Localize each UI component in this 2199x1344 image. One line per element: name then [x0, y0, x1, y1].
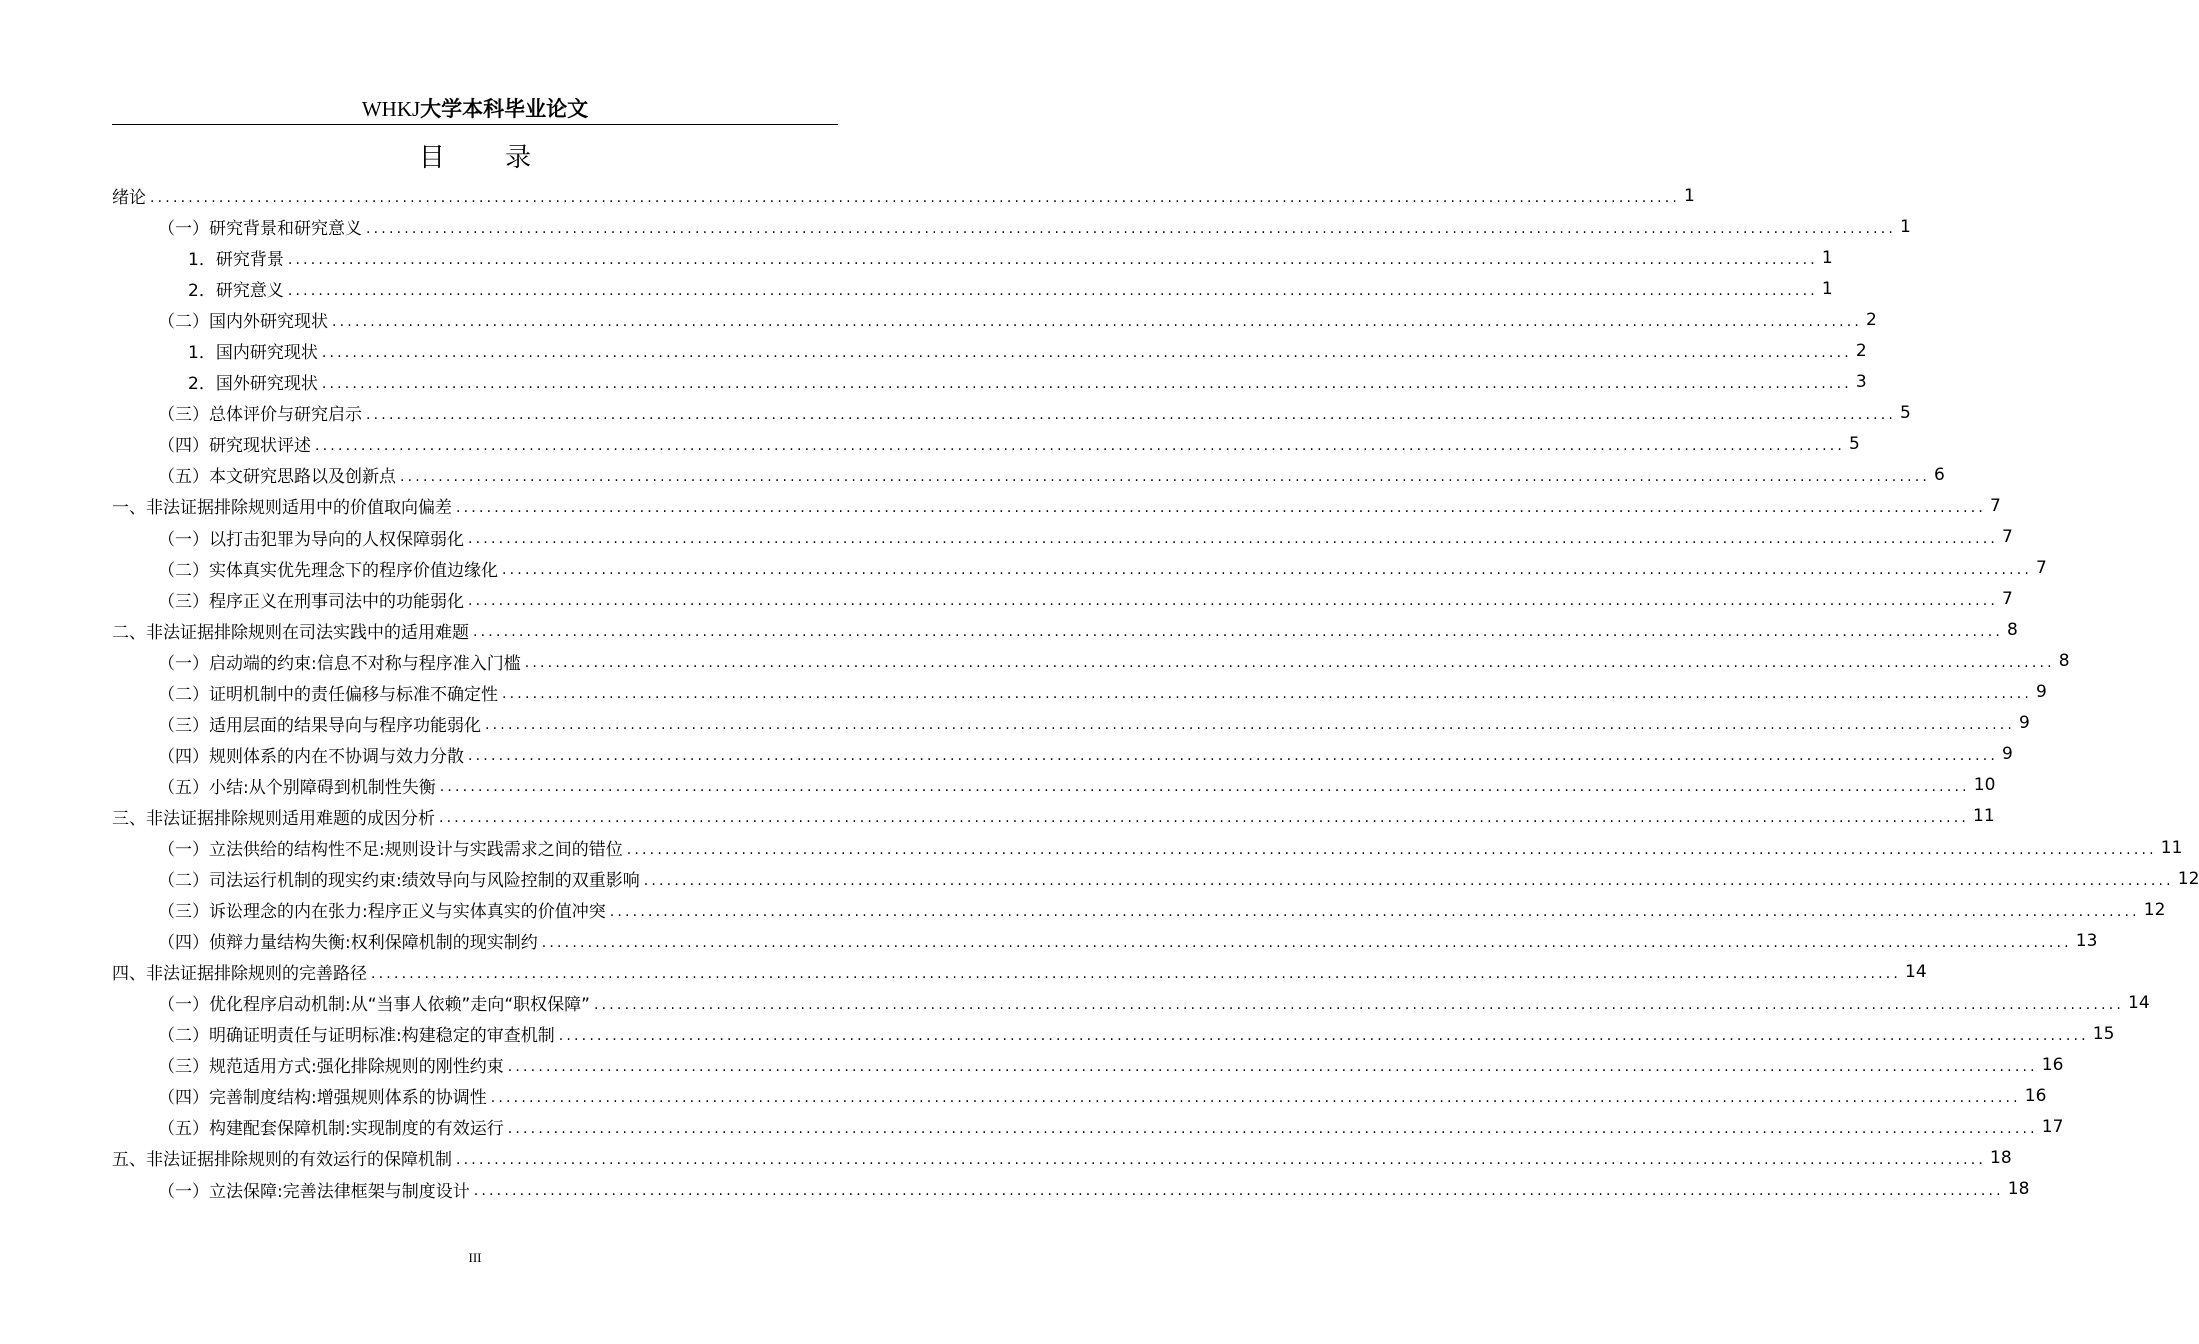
toc-entry[interactable] [112, 987, 2150, 1018]
toc-entry-label: 二、非法证据排除规则在司法实践中的适用难题 [112, 622, 469, 643]
toc-leader-dots: ........................................................................................................................................................................................................ [439, 779, 1970, 796]
toc-entry[interactable] [112, 677, 2047, 708]
toc-entry-label: （三）程序正义在刑事司法中的功能弱化 [158, 591, 464, 612]
toc-entry[interactable] [112, 801, 1995, 832]
toc-leader-dots: ........................................................................................................................................................................................................ [473, 1183, 2004, 1200]
toc-entry-label: 一、非法证据排除规则适用中的价值取向偏差 [112, 498, 452, 519]
toc-entry[interactable] [112, 1174, 2030, 1205]
toc-entry-page: 13 [2075, 930, 2098, 951]
toc-leader-dots: ........................................................................................................................................................................................................ [593, 996, 2125, 1013]
toc-entry-page: 8 [2007, 620, 2018, 641]
page-number-footer: III [468, 1250, 482, 1265]
toc-entry-page: 15 [2092, 1023, 2115, 1044]
toc-entry-page: 2 [1866, 309, 1877, 330]
toc-leader-dots: ........................................................................................................................................................................................................ [456, 1151, 1987, 1168]
toc-leader-dots: ........................................................................................................................................................................................................ [321, 344, 1852, 361]
toc-leader-dots: ........................................................................................................................................................................................................ [473, 624, 2004, 641]
toc-leader-dots: ........................................................................................................................................................................................................ [456, 499, 1987, 516]
toc-entry[interactable] [112, 925, 2098, 956]
running-header [0, 93, 950, 123]
toc-leader-dots: ........................................................................................................................................................................................................ [468, 531, 1999, 548]
toc-entry-page: 12 [2177, 868, 2199, 889]
toc-entry-label: 1．研究背景 [188, 250, 284, 271]
toc-entry-label: （三）诉讼理念的内在张力:程序正义与实体真实的价值冲突 [158, 902, 606, 923]
toc-entry-page: 11 [2160, 837, 2183, 858]
toc-leader-dots: ........................................................................................................................................................................................................ [558, 1027, 2089, 1044]
toc-entry[interactable] [112, 273, 1833, 304]
toc-leader-dots: ........................................................................................................................................................................................................ [287, 251, 1818, 268]
toc-leader-dots: ........................................................................................................................................................................................................ [507, 1058, 2038, 1075]
toc-entry-page: 18 [2007, 1179, 2030, 1200]
toc-entry[interactable] [112, 1142, 2012, 1173]
toc-entry[interactable] [112, 646, 2070, 677]
table-of-contents [112, 180, 2199, 1205]
toc-entry[interactable] [112, 863, 2199, 894]
toc-entry[interactable] [112, 459, 1945, 490]
toc-entry-label: （一）立法供给的结构性不足:规则设计与实践需求之间的错位 [158, 840, 623, 860]
toc-leader-dots: ........................................................................................................................................................................................................ [366, 406, 1897, 423]
header-rule [112, 124, 838, 125]
toc-entry[interactable] [112, 894, 2166, 925]
toc-entry[interactable] [112, 956, 1927, 987]
toc-entry[interactable] [112, 522, 2013, 553]
toc-entry-label: （二）司法运行机制的现实约束:绩效导向与风险控制的双重影响 [158, 871, 640, 892]
toc-entry[interactable] [112, 553, 2047, 584]
toc-entry-page: 14 [2128, 992, 2150, 1013]
toc-leader-dots: ........................................................................................................................................................................................................ [643, 872, 2174, 889]
toc-leader-dots: ........................................................................................................................................................................................................ [315, 437, 1846, 454]
toc-entry-page: 18 [1990, 1147, 2012, 1168]
toc-entry[interactable] [112, 211, 1911, 242]
toc-entry-label: （一）以打击犯罪为导向的人权保障弱化 [158, 529, 464, 550]
toc-entry[interactable] [112, 1018, 2115, 1049]
toc-entry[interactable] [112, 366, 1867, 397]
toc-leader-dots: ........................................................................................................................................................................................................ [485, 717, 2016, 734]
toc-entry[interactable] [112, 1080, 2047, 1111]
toc-leader-dots: ........................................................................................................................................................................................................ [400, 468, 1931, 485]
toc-leader-dots: ........................................................................................................................................................................................................ [287, 282, 1818, 299]
toc-leader-dots: ........................................................................................................................................................................................................ [468, 748, 1999, 765]
toc-leader-dots: ........................................................................................................................................................................................................ [321, 375, 1852, 392]
toc-entry-page: 7 [1990, 495, 2001, 516]
toc-entry-label: （二）明确证明责任与证明标准:构建稳定的审查机制 [158, 1026, 555, 1047]
toc-entry-page: 7 [2036, 558, 2047, 579]
toc-leader-dots: ........................................................................................................................................................................................................ [371, 965, 1902, 982]
toc-leader-dots: ........................................................................................................................................................................................................ [502, 562, 2033, 579]
toc-entry-page: 7 [2002, 589, 2013, 610]
toc-entry-label: （四）完善制度结构:增强规则体系的协调性 [158, 1088, 487, 1109]
toc-entry-label: 三、非法证据排除规则适用难题的成因分析 [112, 808, 435, 829]
toc-entry-label: （一）优化程序启动机制:从“当事人依赖”走向“职权保障” [158, 995, 590, 1016]
toc-entry-label: （三）总体评价与研究启示 [158, 405, 362, 426]
toc-leader-dots: ........................................................................................................................................................................................................ [609, 903, 2140, 920]
toc-entry[interactable] [112, 708, 2030, 739]
toc-entry[interactable] [112, 1111, 2064, 1142]
toc-leader-dots: ........................................................................................................................................................................................................ [468, 593, 1999, 610]
toc-entry-page: 10 [1973, 775, 1996, 796]
toc-entry-page: 5 [1900, 402, 1911, 423]
toc-entry-page: 1 [1821, 278, 1833, 299]
toc-entry[interactable] [112, 304, 1877, 335]
toc-entry-label: 1．国内研究现状 [188, 343, 318, 364]
toc-entry-page: 2 [1855, 340, 1867, 361]
toc-entry-label: 2．国外研究现状 [188, 374, 318, 395]
toc-entry-page: 14 [1905, 961, 1927, 982]
toc-entry[interactable] [112, 180, 1695, 211]
toc-entry[interactable] [112, 832, 2183, 863]
toc-entry-label: （二）国内外研究现状 [158, 312, 328, 333]
toc-entry-page: 3 [1855, 371, 1867, 392]
toc-entry-page: 6 [1934, 464, 1945, 485]
toc-entry-label: 2．研究意义 [188, 281, 284, 302]
toc-entry-page: 9 [2002, 744, 2013, 765]
toc-leader-dots: ........................................................................................................................................................................................................ [439, 810, 1970, 827]
toc-entry-label: 五、非法证据排除规则的有效运行的保障机制 [112, 1150, 452, 1171]
toc-entry-page: 8 [2058, 651, 2070, 672]
toc-leader-dots: ........................................................................................................................................................................................................ [626, 841, 2157, 858]
toc-entry-page: 17 [2041, 1116, 2064, 1137]
toc-entry-page: 1 [1821, 247, 1833, 268]
toc-entry-page: 9 [2019, 713, 2030, 734]
toc-entry-label: （二）证明机制中的责任偏移与标准不确定性 [158, 684, 498, 705]
toc-entry[interactable] [112, 1049, 2064, 1080]
toc-entry-page: 7 [2002, 527, 2013, 548]
toc-entry-page: 1 [1684, 185, 1695, 206]
toc-entry[interactable] [112, 770, 1996, 801]
toc-entry[interactable] [112, 428, 1860, 459]
toc-entry-page: 9 [2036, 682, 2047, 703]
toc-entry-label: （五）小结:从个别障碍到机制性失衡 [158, 777, 436, 798]
page-title: 目 录 [418, 143, 558, 173]
toc-entry-label: （一）研究背景和研究意义 [158, 219, 362, 240]
toc-leader-dots: ........................................................................................................................................................................................................ [332, 313, 1863, 330]
header-university-code: WHKJ [361, 97, 421, 121]
toc-entry-label: （一）立法保障:完善法律框架与制度设计 [158, 1181, 470, 1202]
toc-entry[interactable] [112, 584, 2013, 615]
toc-entry-label: （四）规则体系的内在不协调与效力分散 [158, 746, 464, 767]
toc-entry-label: 绪论 [112, 188, 146, 209]
toc-entry-label: 四、非法证据排除规则的完善路径 [112, 964, 367, 985]
toc-entry-label: （三）适用层面的结果导向与程序功能弱化 [158, 715, 481, 736]
toc-leader-dots: ........................................................................................................................................................................................................ [524, 655, 2055, 672]
toc-entry-label: （三）规范适用方式:强化排除规则的刚性约束 [158, 1057, 504, 1078]
header-title: 大学本科毕业论文 [420, 96, 589, 121]
toc-entry-page: 16 [2041, 1054, 2064, 1075]
toc-entry[interactable] [112, 615, 2018, 646]
toc-leader-dots: ........................................................................................................................................................................................................ [490, 1089, 2021, 1106]
toc-entry-label: （五）构建配套保障机制:实现制度的有效运行 [158, 1119, 504, 1140]
toc-leader-dots: ........................................................................................................................................................................................................ [366, 220, 1897, 237]
toc-entry-label: （五）本文研究思路以及创新点 [158, 467, 396, 488]
toc-entry[interactable] [112, 242, 1833, 273]
toc-entry[interactable] [112, 739, 2013, 770]
toc-entry-label: （四）研究现状评述 [158, 436, 311, 457]
toc-entry-label: （二）实体真实优先理念下的程序价值边缘化 [158, 560, 498, 581]
toc-leader-dots: ........................................................................................................................................................................................................ [507, 1120, 2038, 1137]
toc-entry-page: 1 [1900, 216, 1911, 237]
toc-entry[interactable] [112, 397, 1911, 428]
toc-entry[interactable] [112, 490, 2001, 521]
toc-entry-page: 16 [2024, 1085, 2047, 1106]
toc-leader-dots: ........................................................................................................................................................................................................ [541, 934, 2072, 951]
toc-leader-dots: ........................................................................................................................................................................................................ [150, 189, 1681, 206]
toc-entry-page: 5 [1849, 433, 1860, 454]
toc-entry-label: （一）启动端的约束:信息不对称与程序准入门槛 [158, 653, 521, 674]
toc-entry-label: （四）侦辩力量结构失衡:权利保障机制的现实制约 [158, 933, 538, 954]
toc-entry[interactable] [112, 335, 1867, 366]
toc-leader-dots: ........................................................................................................................................................................................................ [502, 686, 2033, 703]
toc-entry-page: 12 [2143, 899, 2166, 920]
toc-entry-page: 11 [1973, 806, 1995, 827]
